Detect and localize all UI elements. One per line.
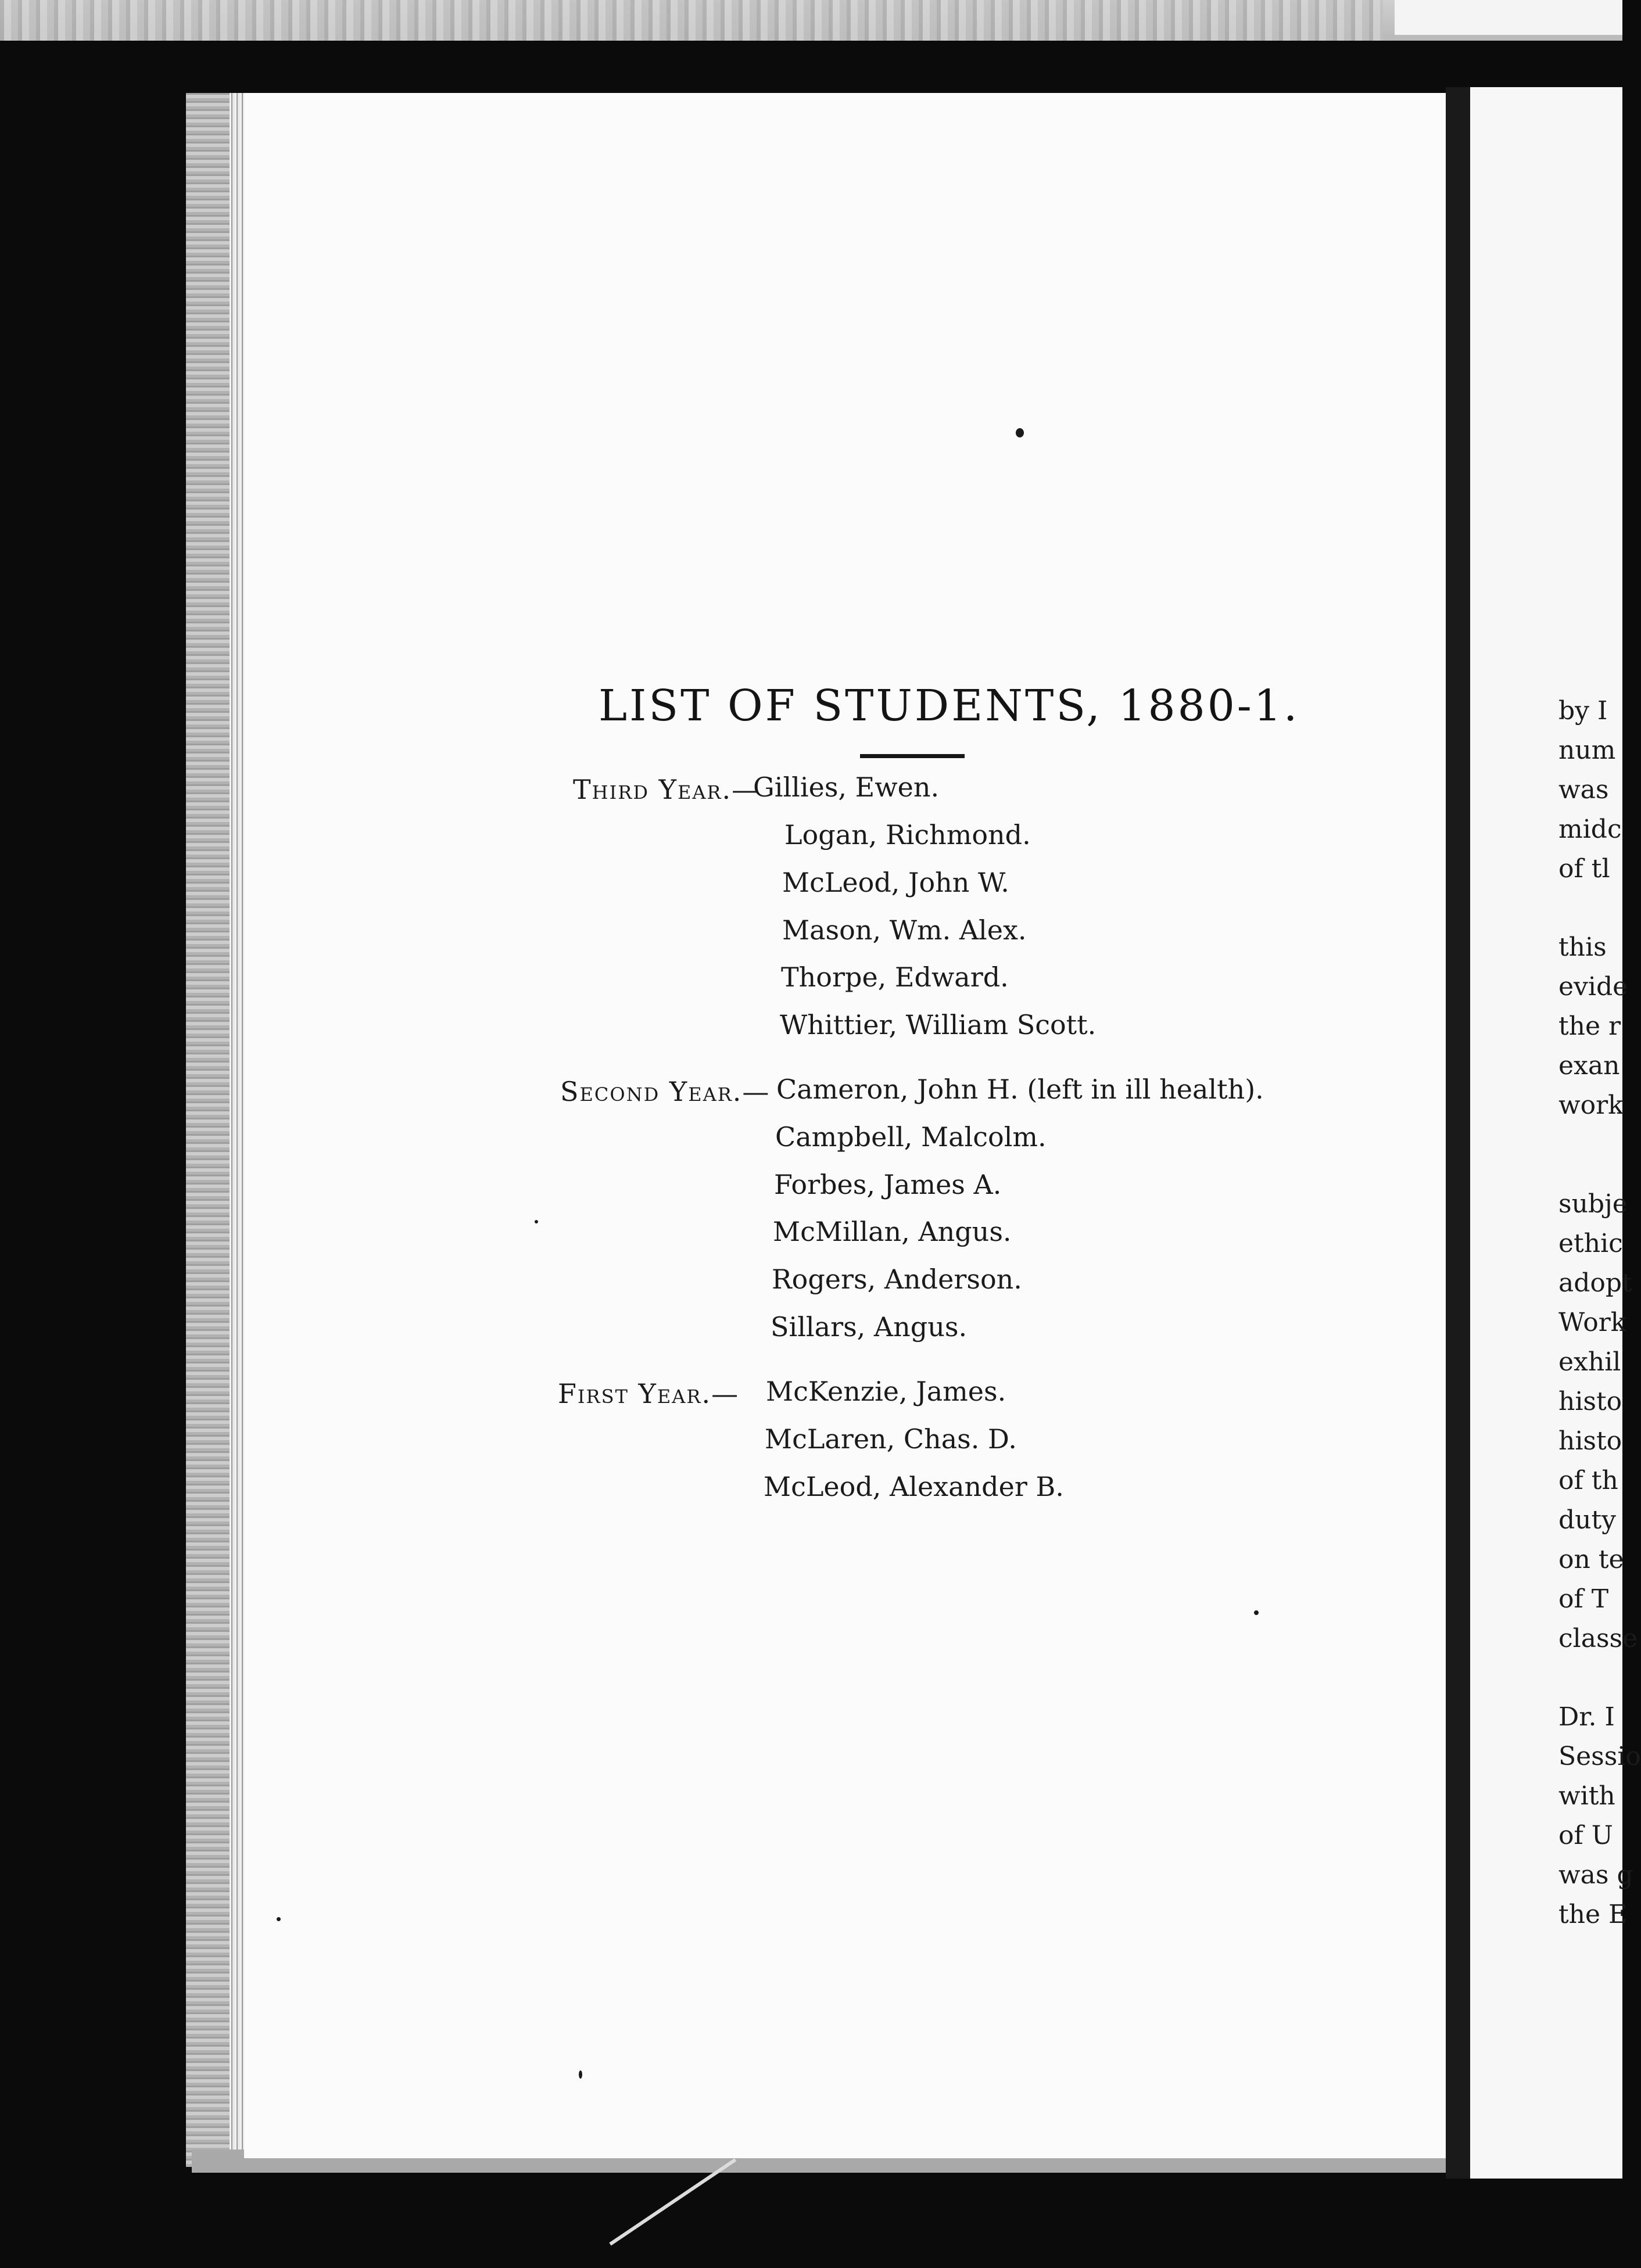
year-label-first: First Year.— [558, 1378, 740, 1409]
student-name: Gillies, Ewen. [753, 771, 940, 803]
adjacent-text-fragment: adopt [1558, 1268, 1632, 1298]
ink-speck [535, 1220, 538, 1223]
adjacent-text-fragment: histo [1558, 1426, 1622, 1456]
previous-page-edge [0, 0, 1383, 41]
student-name: Thorpe, Edward. [781, 961, 1009, 993]
adjacent-text-fragment: of th [1558, 1466, 1618, 1495]
adjacent-text-fragment: the E [1558, 1900, 1628, 1929]
student-name: Forbes, James A. [774, 1169, 1002, 1200]
adjacent-text-fragment: of T [1558, 1584, 1609, 1614]
adjacent-text-fragment: evide [1558, 972, 1628, 1002]
page-edges [230, 93, 246, 2161]
adjacent-text-fragment: on te [1558, 1545, 1624, 1574]
adjacent-text-fragment: was [1558, 775, 1609, 805]
adjacent-text-fragment: Sessio [1558, 1742, 1641, 1771]
student-name: Cameron, John H. (left in ill health). [776, 1074, 1264, 1105]
adjacent-text-fragment: exan [1558, 1051, 1620, 1081]
adjacent-text-fragment: the r [1558, 1011, 1621, 1041]
adjacent-text-fragment: midc [1558, 814, 1622, 844]
adjacent-text-fragment: duty [1558, 1505, 1617, 1535]
year-label-third: Third Year.— [573, 774, 760, 805]
page-title: LIST OF STUDENTS, 1880-1. [599, 681, 1300, 731]
student-name: Mason, Wm. Alex. [782, 914, 1027, 946]
student-name: McMillan, Angus. [773, 1216, 1012, 1247]
adjacent-text-fragment: subje [1558, 1189, 1628, 1219]
year-label-second: Second Year.— [560, 1076, 771, 1107]
ink-speck [1254, 1610, 1259, 1615]
adjacent-text-fragment: classe [1558, 1624, 1638, 1653]
student-name: Campbell, Malcolm. [775, 1121, 1047, 1153]
title-rule [860, 754, 965, 758]
adjacent-page [1470, 87, 1641, 2179]
page-gutter [1446, 87, 1470, 2179]
adjacent-text-fragment: histo [1558, 1387, 1622, 1416]
adjacent-text-fragment: this [1558, 932, 1607, 962]
student-name: Sillars, Angus. [771, 1311, 968, 1343]
adjacent-text-fragment: exhil [1558, 1347, 1621, 1377]
adjacent-text-fragment: was g [1558, 1860, 1633, 1890]
adjacent-text-fragment: by I [1558, 696, 1608, 726]
adjacent-text-fragment: Dr. I [1558, 1702, 1615, 1732]
adjacent-text-fragment: Work [1558, 1308, 1626, 1337]
student-name: McLeod, John W. [782, 867, 1009, 898]
student-name: McLaren, Chas. D. [765, 1423, 1017, 1455]
previous-page-strip [0, 0, 1622, 41]
student-name: McKenzie, James. [766, 1376, 1006, 1407]
student-name: Whittier, William Scott. [780, 1009, 1097, 1040]
adjacent-text-fragment: ethic [1558, 1229, 1623, 1258]
ink-speck [1016, 428, 1024, 437]
student-name: Logan, Richmond. [784, 819, 1031, 850]
previous-page-corner [1395, 0, 1622, 35]
ink-speck [579, 2070, 582, 2079]
adjacent-text-fragment: of tl [1558, 854, 1610, 884]
ink-speck [277, 1917, 281, 1921]
adjacent-text-fragment: work [1558, 1090, 1624, 1120]
student-name: McLeod, Alexander B. [764, 1471, 1064, 1502]
adjacent-text-fragment: num [1558, 735, 1616, 765]
student-name: Rogers, Anderson. [772, 1264, 1022, 1295]
adjacent-text-fragment: of U [1558, 1821, 1613, 1850]
adjacent-text-fragment: with [1558, 1781, 1615, 1811]
